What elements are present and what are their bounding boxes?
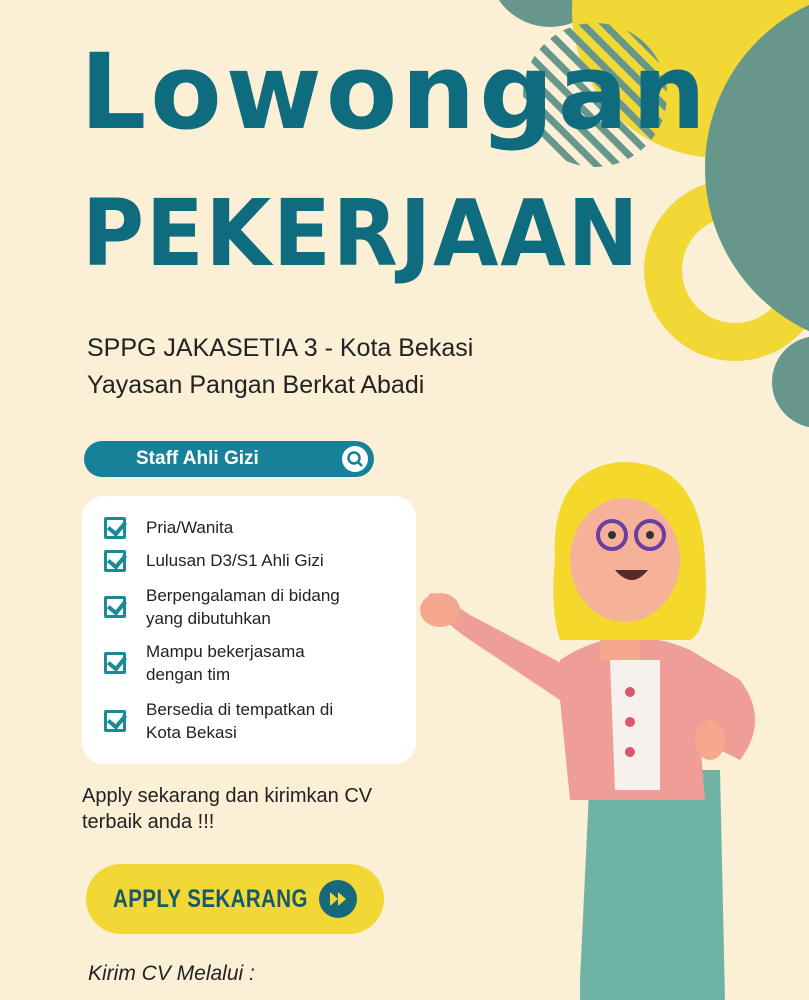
checkbox-icon [104,517,126,539]
cta-text [82,783,372,835]
position-pill [84,441,374,477]
fast-forward-icon [319,880,357,918]
requirement-text: Kota Bekasi [146,723,237,742]
requirement-text: Berpengalaman di bidang [146,586,340,605]
requirement-text: Bersedia di tempatkan di [146,700,334,719]
requirement-text: Pria/Wanita [146,518,234,537]
apply-button-label: APPLY SEKARANG [113,884,308,913]
position-label: Staff Ahli Gizi [136,448,259,469]
subtitle-line-1: SPPG JAKASETIA 3 - Kota Bekasi [87,334,474,362]
cta-line-1: Apply sekarang dan kirimkan CV [82,785,373,807]
subtitle-line-2: Yayasan Pangan Berkat Abadi [87,371,425,399]
requirement-item [104,516,233,539]
checkbox-icon [104,550,126,572]
apply-button[interactable] [86,864,384,934]
checkbox-icon [104,596,126,618]
requirement-text: Lulusan D3/S1 Ahli Gizi [146,551,324,570]
requirement-item [104,640,305,686]
requirement-text: dengan tim [146,665,231,684]
requirements-card [82,496,416,764]
title-line-2: PEKERJAAN [82,180,641,287]
checkbox-icon [104,652,126,674]
character-illustration [420,462,755,1000]
checkbox-icon [104,710,126,732]
requirement-item [104,698,333,744]
requirement-item [104,549,324,572]
title-line-1: Lowongan [80,31,710,153]
search-icon [342,446,368,472]
requirement-text: yang dibutuhkan [146,609,271,628]
cta-line-2: terbaik anda !!! [82,811,215,833]
requirement-text: Mampu bekerjasama [146,642,305,661]
send-via-label: Kirim CV Melalui : [88,962,255,985]
requirement-item [104,584,340,630]
